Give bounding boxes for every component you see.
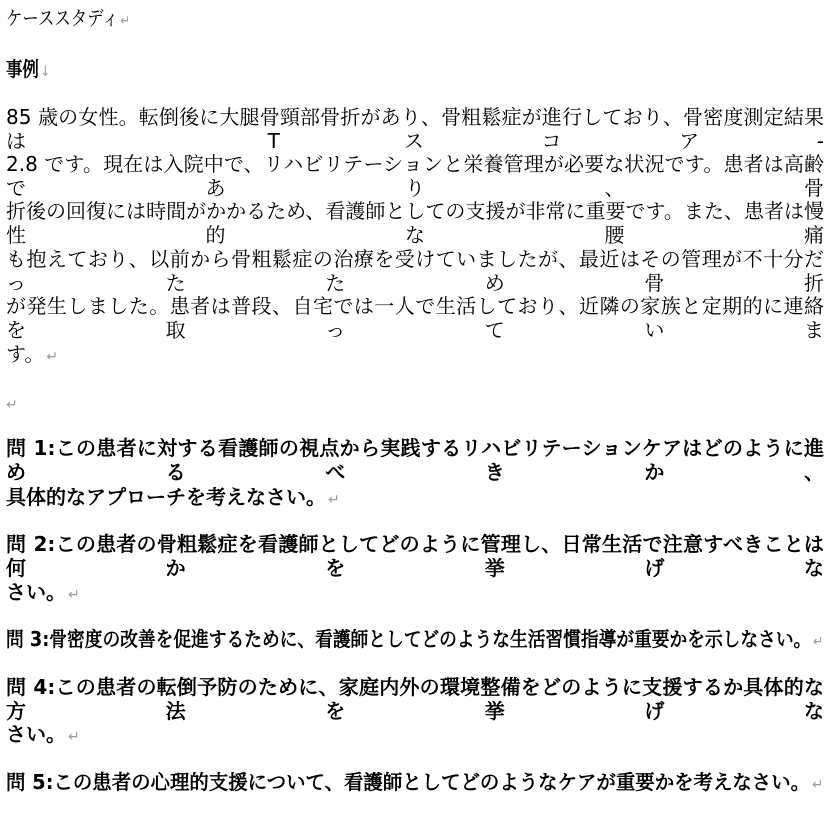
paragraph-mark-icon: ↵ [812,777,824,793]
question-line-last [6,627,823,651]
question-text: 具体的なアプローチを考えなさい。 [6,485,326,509]
paragraph-mark-icon: ↵ [120,13,130,29]
question-text: さい。 [6,722,66,746]
case-line: 折後の回復には時間がかかるため、看護師としての支援が非常に重要です。また、患者は慢性的な腰痛 [6,199,824,247]
subheading-text: 事例 [6,57,39,81]
paragraph-mark-icon: ↵ [328,492,340,508]
question-line-last [6,485,340,509]
paragraph-mark-icon: ↵ [813,634,824,650]
document-subheading [6,57,50,81]
question-line-last [6,580,80,604]
case-line: 2.8 です。現在は入院中で、リハビリテーションと栄養管理が必要な状況です。患者は高齢であり、骨 [6,152,824,200]
question-text: 問 3:骨密度の改善を促進するために、看護師としてどのような生活習慣指導が重要かを示しなさい。 [6,627,812,651]
question-text: 問 5:この患者の心理的支援について、看護師としてどのようなケアが重要かを考えなさい。 [6,770,811,794]
case-line-text: す。 [6,342,45,366]
question-line: 問 2:この患者の骨粗鬆症を看護師としてどのように管理し、日常生活で注意すべきことは何かを挙げな [6,532,824,580]
case-line-last [6,342,58,366]
case-line: が発生しました。患者は普段、自宅では一人で生活しており、近隣の家族と定期的に連絡を取っていま [6,294,824,342]
question-line-last [6,722,80,746]
question-text: さい。 [6,580,66,604]
heading-text: ケーススタディ [6,6,119,30]
empty-paragraph [6,390,18,414]
case-line: 85 歳の女性。転倒後に大腿骨頸部骨折があり、骨粗鬆症が進行しており、骨密度測定結果は T スコア- [6,105,824,153]
case-line: も抱えており、以前から骨粗鬆症の治療を受けていましたが、最近はその管理が不十分だったため骨折 [6,247,824,295]
paragraph-mark-icon: ↵ [68,729,80,745]
question-line: 問 4:この患者の転倒予防のために、家庭内外の環境整備をどのように支援するか具体的な方法を挙げな [6,675,824,723]
paragraph-mark-icon: ↵ [46,349,59,365]
question-line: 問 1:この患者に対する看護師の視点から実践するリハビリテーションケアはどのように進めるべきか、 [6,436,824,484]
question-line-last [6,770,823,794]
line-break-mark-icon: ↓ [40,64,51,80]
document-heading [6,6,130,30]
paragraph-mark-icon: ↵ [68,587,80,603]
paragraph-mark-icon: ↵ [6,397,18,413]
